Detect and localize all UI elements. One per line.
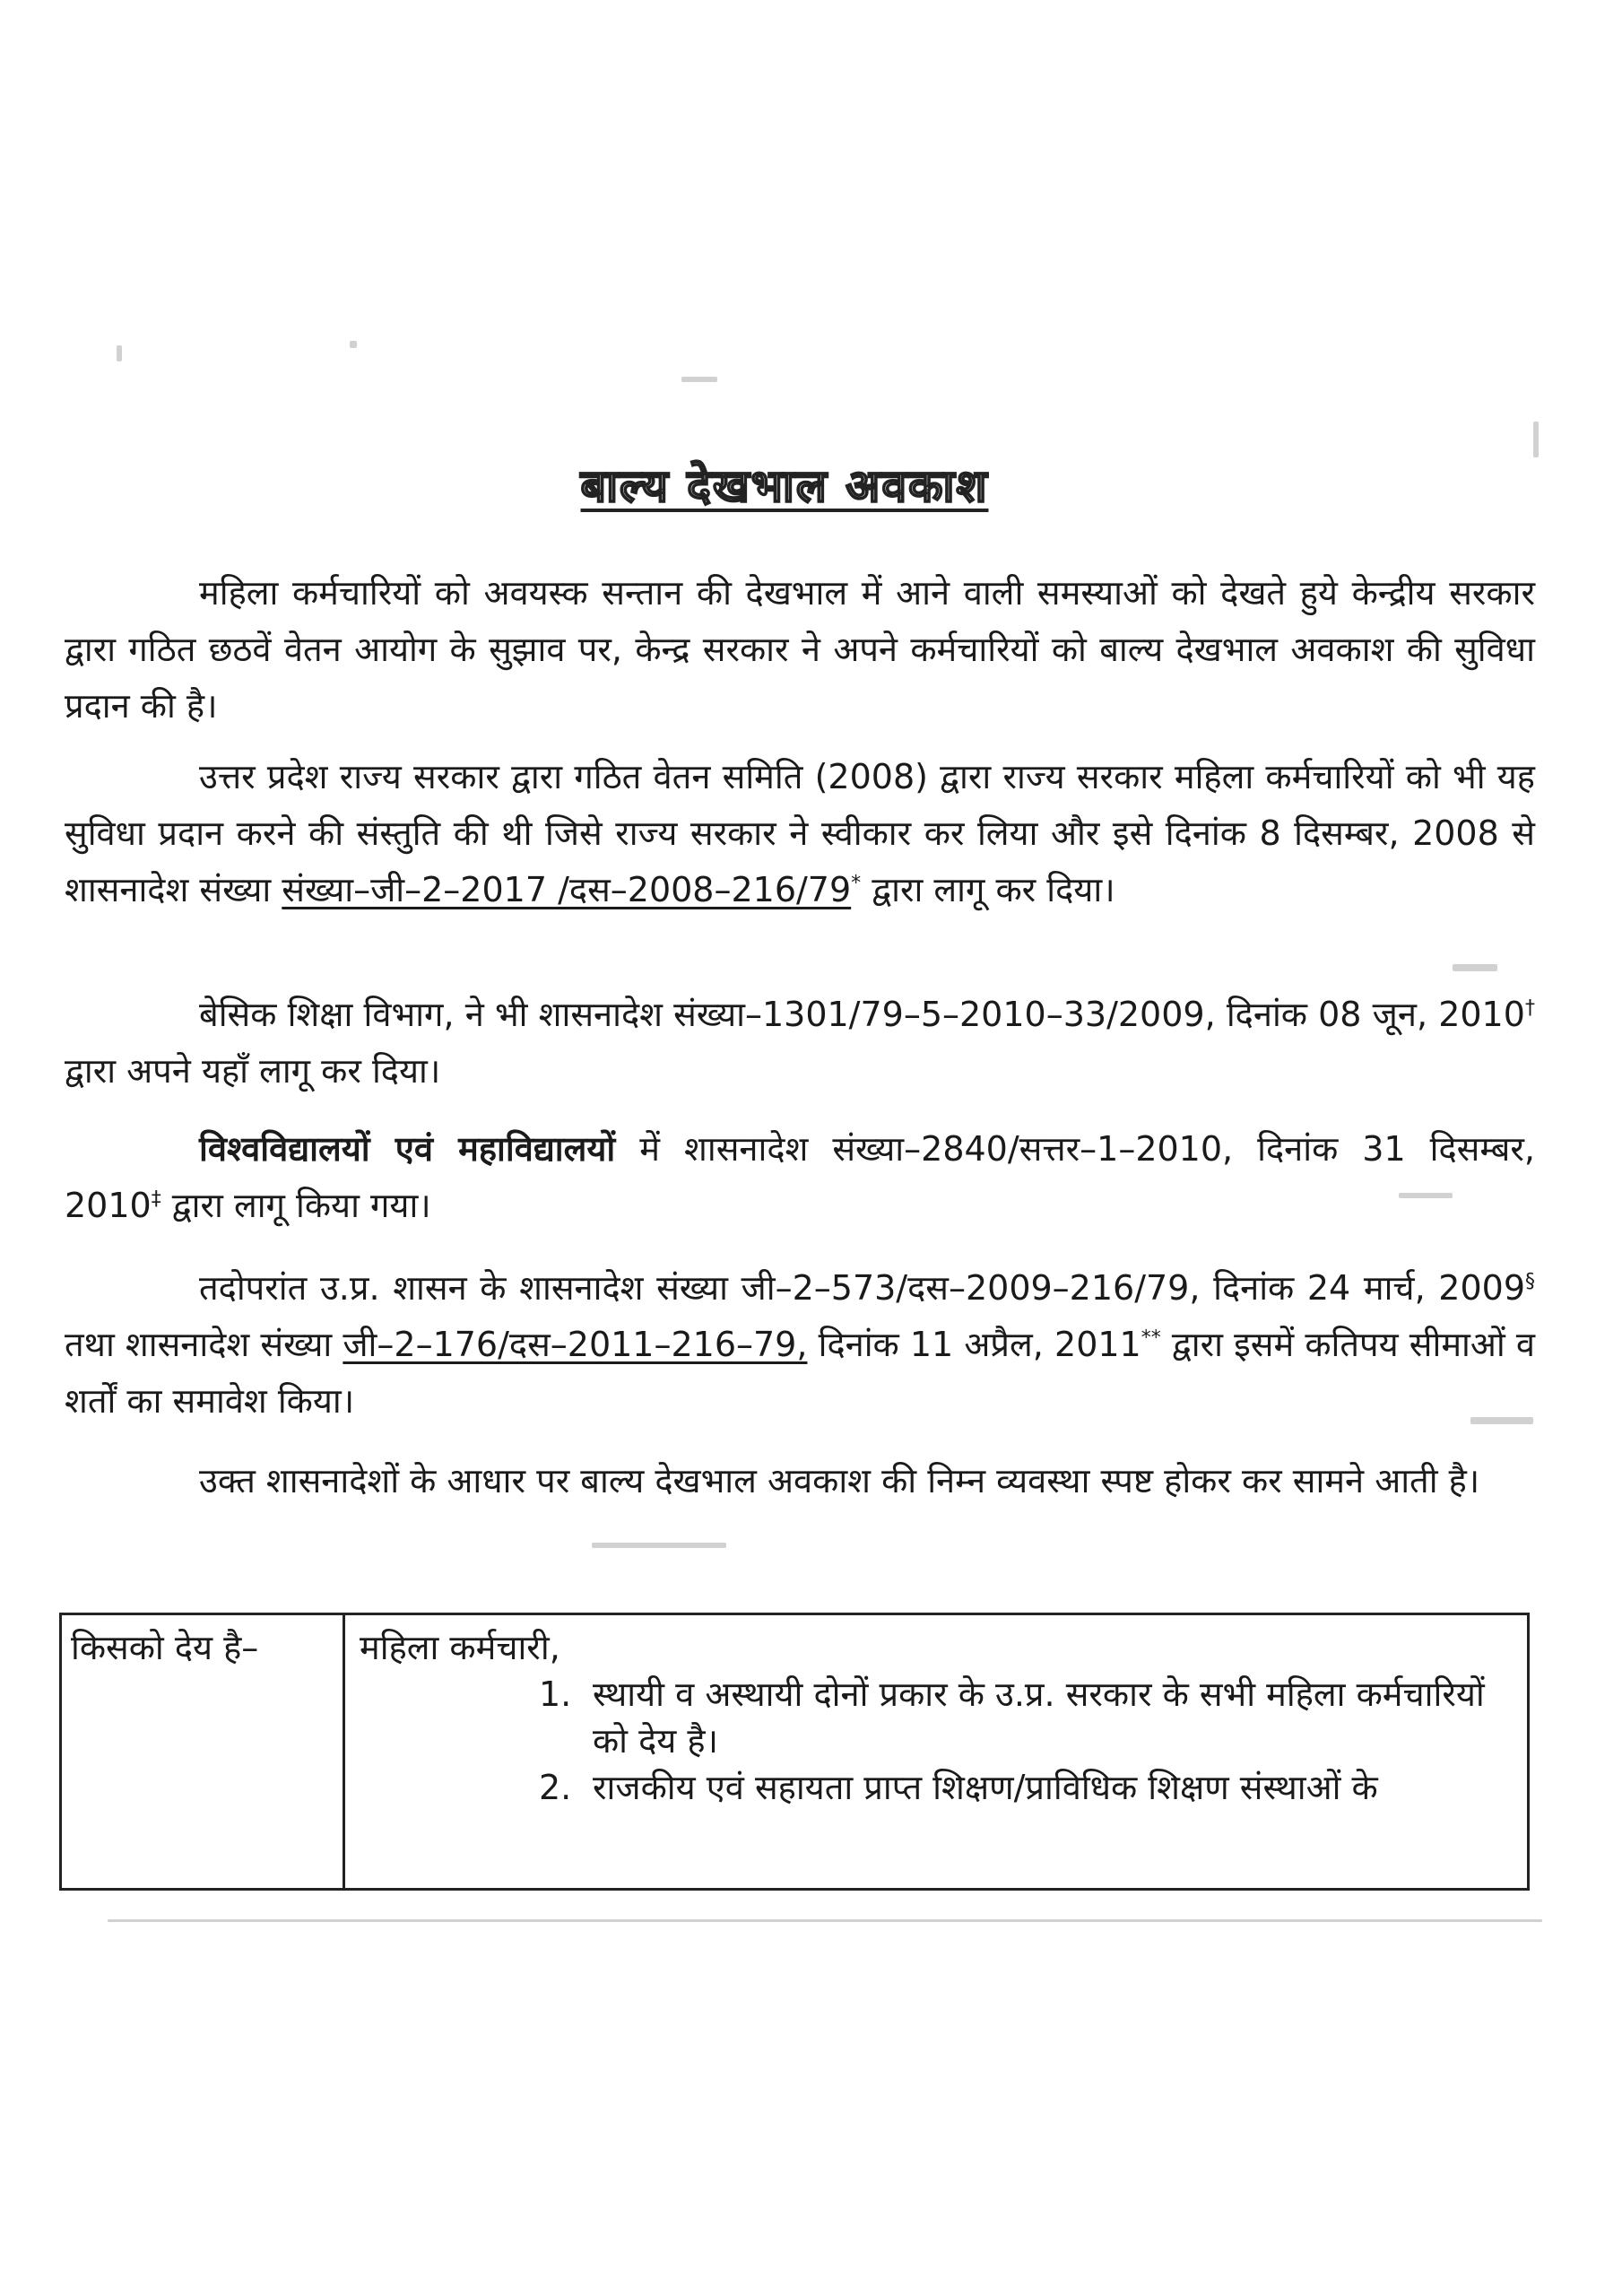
paragraph-4-footnote-mark: ‡ (151, 1187, 161, 1211)
list-item (360, 1764, 1513, 1811)
table-label: किसको देय है– (71, 1628, 259, 1667)
paragraph-4-text: में शासनादेश संख्या–2840/सत्तर–1–2010, दिनांक 31 दिसम्बर, 2010 (65, 1129, 1536, 1225)
paragraph-2-tail: द्वारा लागू कर दिया। (861, 870, 1115, 909)
paragraph-5 (65, 1260, 1535, 1430)
scan-speck (1453, 964, 1497, 971)
paragraph-3 (65, 987, 1535, 1100)
paragraph-5-mid2: दिनांक 11 अप्रैल, 2011 (807, 1325, 1141, 1364)
paragraph-4-tail: द्वारा लागू किया गया। (160, 1186, 431, 1225)
paragraph-2-footnote-mark: * (851, 872, 862, 895)
scan-speck (592, 1543, 726, 1548)
paragraph-5-order-ref: जी–2–176/दस–2011–216–79, (343, 1325, 808, 1364)
paragraph-3-tail: द्वारा अपने यहाँ लागू कर दिया। (65, 1051, 441, 1091)
paragraph-5-footnote-mark-2: ** (1141, 1326, 1161, 1350)
paragraph-1-text: महिला कर्मचारियों को अवयस्क सन्तान की देखभाल में आने वाली समस्याओं को देखते हुये केन्द्रीय सरकार द्वारा गठित छठवें वेतन आयोग के सुझाव पर, केन्द्र सरकार ने अपने कर्मचारियों को बाल्य देखभाल अवकाश की सुविधा प्रदान की है। (65, 573, 1535, 726)
paragraph-2 (65, 749, 1535, 918)
list-item-number: 2. (539, 1768, 572, 1807)
document-title: बाल्य देखभाल अवकाश (580, 460, 989, 512)
paragraph-1 (65, 565, 1535, 735)
paragraph-6 (65, 1453, 1535, 1509)
scan-speck (108, 1919, 1542, 1922)
scan-speck (681, 377, 717, 382)
paragraph-3-text: बेसिक शिक्षा विभाग, ने भी शासनादेश संख्या–1301/79–5–2010–33/2009, दिनांक 08 जून, 2010 (199, 995, 1525, 1034)
paragraph-5-mid: तथा शासनादेश संख्या (65, 1325, 343, 1364)
paragraph-5-tail: द्वारा इसमें कतिपय सीमाओं व शर्तों का समावेश किया। (65, 1325, 1536, 1421)
scan-speck (117, 345, 122, 361)
scan-speck (350, 341, 357, 348)
list-item (360, 1671, 1513, 1764)
table-content-cell (345, 1615, 1527, 1888)
paragraph-3-footnote-mark: † (1524, 996, 1535, 1020)
table-heading: महिला कर्मचारी, (360, 1628, 560, 1667)
paragraph-5-text: तदोपरांत उ.प्र. शासन के शासनादेश संख्या जी–2–573/दस–2009–216/79, दिनांक 24 मार्च, 2009 (199, 1268, 1525, 1308)
paragraph-2-order-ref: संख्या–जी–2–2017 /दस–2008–216/79 (282, 870, 852, 909)
list-item-number: 1. (539, 1674, 572, 1714)
paragraph-2-text: उत्तर प्रदेश राज्य सरकार द्वारा गठित वेतन समिति (2008) द्वारा राज्य सरकार महिला कर्मचारियों को भी यह सुविधा प्रदान करने की संस्तुति की थी जिसे राज्य सरकार ने स्वीकार कर लिया और इसे दिनांक 8 दिसम्बर, 2008 से शासनादेश संख्या (65, 757, 1535, 909)
list-item-text: स्थायी व अस्थायी दोनों प्रकार के उ.प्र. सरकार के सभी महिला कर्मचारियों को देय है। (593, 1674, 1485, 1761)
scan-speck (1399, 1193, 1453, 1198)
paragraph-4-lead: विश्वविद्यालयों एवं महाविद्यालयों (199, 1129, 616, 1169)
scan-speck (1533, 422, 1539, 457)
eligibility-table (59, 1613, 1530, 1891)
paragraph-5-footnote-mark: § (1525, 1270, 1535, 1293)
paragraph-4 (65, 1121, 1535, 1234)
paragraph-6-text: उक्त शासनादेशों के आधार पर बाल्य देखभाल अवकाश की निम्न व्यवस्था स्पष्ट होकर कर सामने आती है। (199, 1461, 1480, 1500)
list-item-text: राजकीय एवं सहायता प्राप्त शिक्षण/प्राविधिक शिक्षण संस्थाओं के (593, 1768, 1378, 1807)
scan-speck (1470, 1417, 1533, 1424)
table-label-cell (62, 1615, 345, 1888)
